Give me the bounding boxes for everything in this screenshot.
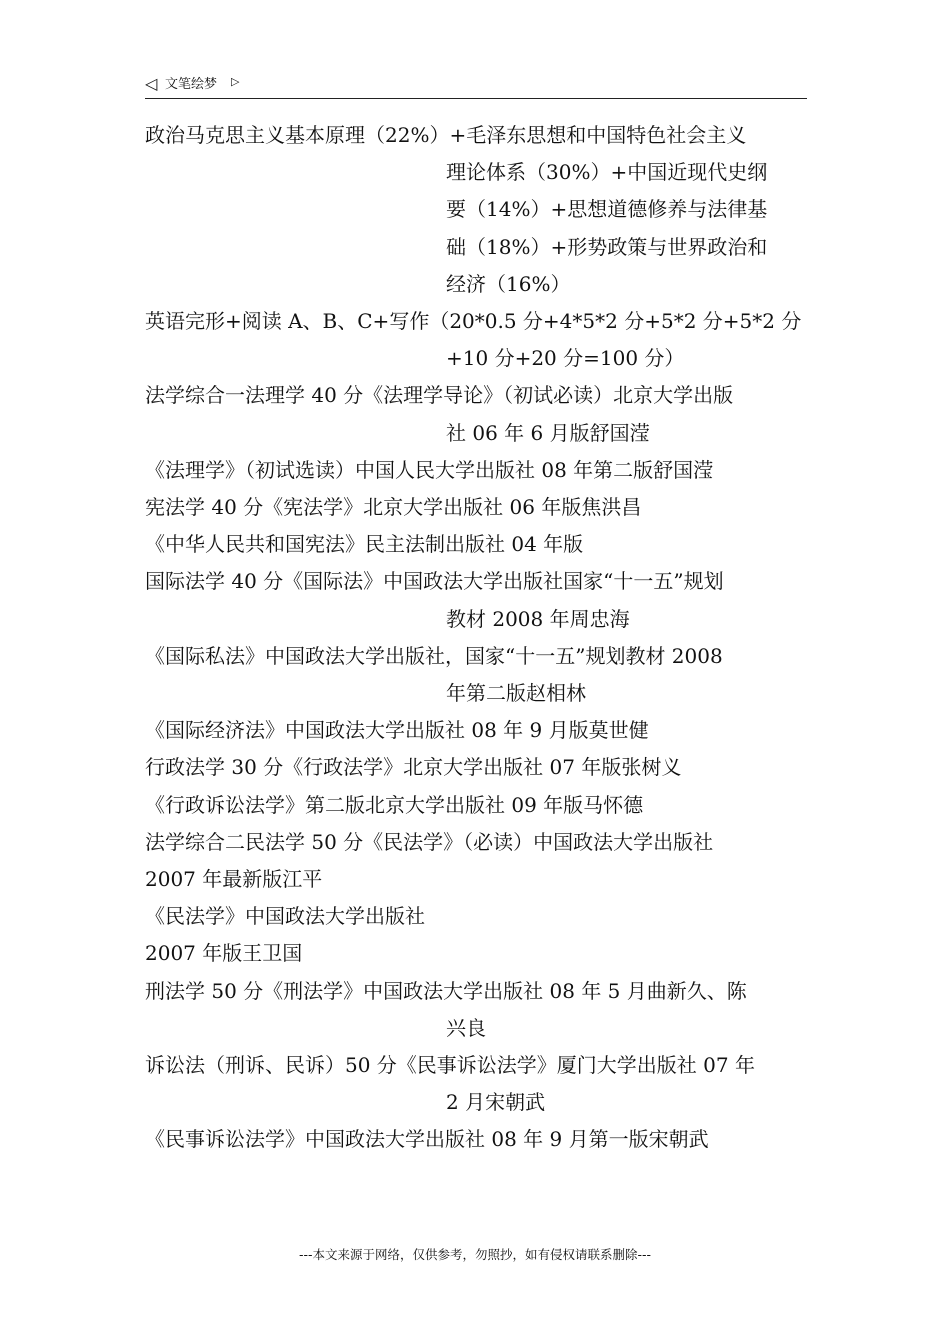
paragraph bbox=[145, 935, 807, 972]
paragraph-continuation-line: 兴良 bbox=[446, 1015, 486, 1040]
document-body bbox=[145, 117, 807, 1159]
paragraph-continuation-line: 理论体系（30%）+中国近现代史纲 bbox=[446, 160, 768, 185]
paragraph-line: 《国际经济法》中国政法大学出版社 08 年 9 月版莫世健 bbox=[145, 718, 649, 743]
paragraph bbox=[145, 563, 807, 637]
paragraph bbox=[145, 973, 807, 1047]
paragraph bbox=[145, 898, 807, 935]
paragraph bbox=[145, 787, 807, 824]
paragraph-line: 《民事诉讼法学》中国政法大学出版社 08 年 9 月第一版宋朝武 bbox=[145, 1127, 709, 1152]
paragraph-line: 2007 年版王卫国 bbox=[145, 941, 303, 966]
paragraph-line: 宪法学 40 分《宪法学》北京大学出版社 06 年版焦洪昌 bbox=[145, 495, 642, 520]
paragraph bbox=[145, 377, 807, 451]
paragraph-line: 政治马克思主义基本原理（22%）+毛泽东思想和中国特色社会主义 bbox=[145, 123, 747, 147]
paragraph bbox=[145, 824, 807, 861]
paragraph-line: 《中华人民共和国宪法》民主法制出版社 04 年版 bbox=[145, 532, 584, 557]
paragraph-line: 《民法学》中国政法大学出版社 bbox=[145, 904, 425, 929]
triangle-right-icon: ▷ bbox=[231, 75, 240, 88]
paragraph-line: 刑法学 50 分《刑法学》中国政法大学出版社 08 年 5 月曲新久、陈 bbox=[145, 978, 747, 1003]
paragraph-line: 法学综合二民法学 50 分《民法学》（必读）中国政法大学出版社 bbox=[145, 829, 714, 854]
paragraph-line: 行政法学 30 分《行政法学》北京大学出版社 07 年版张树义 bbox=[145, 755, 682, 780]
paragraph bbox=[145, 489, 807, 526]
header-title: 文笔绘梦 bbox=[165, 77, 218, 92]
footer-disclaimer: ---本文来源于网络，仅供参考，勿照抄，如有侵权请联系删除--- bbox=[298, 1247, 652, 1262]
paragraph-continuation-line: 教材 2008 年周忠海 bbox=[446, 606, 630, 631]
page-header bbox=[145, 74, 807, 99]
paragraph bbox=[145, 1047, 807, 1121]
paragraph bbox=[145, 526, 807, 563]
paragraph bbox=[145, 861, 807, 898]
triangle-left-icon: ◁ bbox=[145, 74, 158, 93]
paragraph-line: 英语完形+阅读 A、B、C+写作（20*0.5 分+4*5*2 分+5*2 分+5*2 分 bbox=[145, 309, 802, 334]
paragraph-continuation-line: +10 分+20 分=100 分） bbox=[446, 346, 685, 371]
paragraph bbox=[145, 638, 807, 712]
paragraph-line: 诉讼法（刑诉、民诉）50 分《民事诉讼法学》厦门大学出版社 07 年 bbox=[145, 1053, 755, 1078]
paragraph-continuation-line: 2 月宋朝武 bbox=[446, 1090, 546, 1115]
paragraph-line: 《国际私法》中国政法大学出版社，国家“十一五”规划教材 2008 bbox=[145, 643, 723, 668]
paragraph-line: 法学综合一法理学 40 分《法理学导论》（初试必读）北京大学出版 bbox=[145, 383, 734, 408]
paragraph bbox=[145, 452, 807, 489]
paragraph bbox=[145, 303, 807, 377]
paragraph-line: 《法理学》（初试选读）中国人民大学出版社 08 年第二版舒国滢 bbox=[145, 457, 714, 482]
paragraph-continuation-line: 经济（16%） bbox=[446, 271, 571, 296]
paragraph bbox=[145, 1121, 807, 1158]
paragraph bbox=[145, 749, 807, 786]
paragraph bbox=[145, 117, 807, 303]
paragraph-continuation-line: 年第二版赵相林 bbox=[446, 681, 586, 706]
paragraph-line: 2007 年最新版江平 bbox=[145, 867, 323, 892]
paragraph-continuation-line: 社 06 年 6 月版舒国滢 bbox=[446, 420, 650, 445]
paragraph-line: 《行政诉讼法学》第二版北京大学出版社 09 年版马怀德 bbox=[145, 792, 644, 817]
paragraph bbox=[145, 712, 807, 749]
paragraph-continuation-line: 础（18%）+形势政策与世界政治和 bbox=[446, 234, 768, 259]
paragraph-continuation-line: 要（14%）+思想道德修养与法律基 bbox=[446, 197, 768, 222]
paragraph-line: 国际法学 40 分《国际法》中国政法大学出版社国家“十一五”规划 bbox=[145, 569, 724, 594]
